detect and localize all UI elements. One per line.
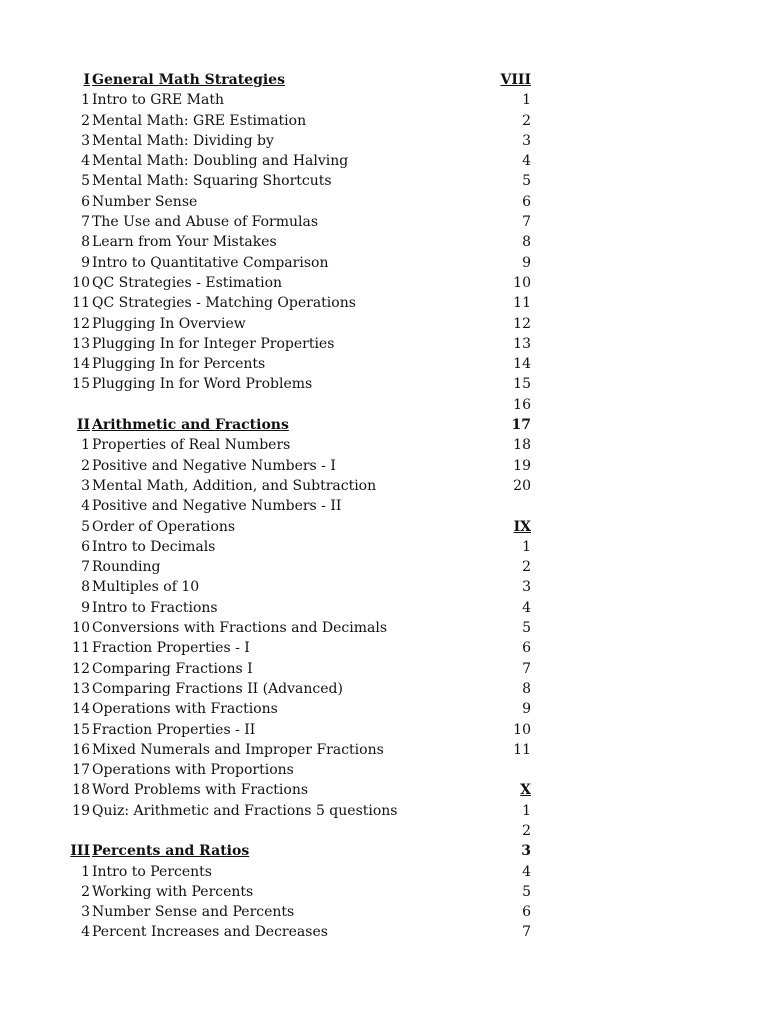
right-column-value: 1 — [522, 802, 531, 819]
item-title: Operations with Fractions — [92, 701, 278, 718]
item-title: Fraction Properties - I — [92, 640, 250, 657]
toc-row — [0, 760, 768, 780]
item-title: Mental Math: Doubling and Halving — [92, 153, 349, 170]
item-number: 5 — [81, 518, 90, 535]
toc-row — [0, 740, 768, 760]
item-title: Mental Math: Squaring Shortcuts — [92, 173, 332, 190]
right-column-value: 2 — [522, 112, 531, 129]
item-title: Fraction Properties - II — [92, 721, 256, 738]
toc-row — [0, 151, 768, 171]
item-title: Conversions with Fractions and Decimals — [92, 620, 388, 637]
item-title: Intro to Fractions — [92, 599, 218, 616]
right-column-value: 3 — [521, 843, 531, 860]
toc-row — [0, 598, 768, 618]
item-number: 14 — [72, 701, 90, 718]
item-number: 7 — [81, 559, 90, 576]
item-number: 10 — [72, 620, 90, 637]
item-title: Number Sense — [92, 193, 198, 210]
right-column-value: 3 — [522, 579, 531, 596]
item-title: Operations with Proportions — [92, 762, 294, 779]
toc-row — [0, 557, 768, 577]
right-column-value: 3 — [522, 132, 531, 149]
section-number: II — [76, 417, 90, 434]
item-number: 6 — [81, 193, 90, 210]
item-number: 1 — [81, 437, 90, 454]
item-number: 15 — [72, 376, 90, 393]
right-column-value: 8 — [522, 680, 531, 697]
right-column-value: 1 — [522, 92, 531, 109]
toc-row — [0, 212, 768, 232]
toc-row — [0, 232, 768, 252]
item-number: 8 — [81, 234, 90, 251]
toc-row — [0, 679, 768, 699]
item-number: 12 — [72, 315, 90, 332]
item-number: 18 — [72, 782, 90, 799]
right-column-value: 11 — [513, 741, 531, 758]
right-column-value: 2 — [522, 559, 531, 576]
item-title: Learn from Your Mistakes — [92, 234, 277, 251]
item-number: 19 — [72, 802, 90, 819]
item-title: The Use and Abuse of Formulas — [92, 214, 319, 231]
right-column-value: 4 — [522, 599, 531, 616]
item-title: Properties of Real Numbers — [92, 437, 291, 454]
toc-row — [0, 618, 768, 638]
right-column-value: 11 — [513, 295, 531, 312]
toc-row — [0, 293, 768, 313]
item-title: Intro to Quantitative Comparison — [92, 254, 329, 271]
right-column-value: 6 — [522, 193, 531, 210]
right-column-value: 1 — [522, 538, 531, 555]
item-number: 9 — [81, 599, 90, 616]
toc-row — [0, 273, 768, 293]
item-number: 17 — [72, 762, 90, 779]
right-column-value: 5 — [522, 620, 531, 637]
item-title: Mixed Numerals and Improper Fractions — [92, 741, 384, 758]
right-column-heading: VIII — [500, 72, 531, 88]
item-title: Plugging In Overview — [92, 315, 246, 332]
item-number: 1 — [81, 863, 90, 880]
toc-row — [0, 374, 768, 394]
item-number: 4 — [81, 153, 90, 170]
right-column-value: 13 — [513, 335, 531, 352]
right-column-value: 8 — [522, 234, 531, 251]
item-title: Comparing Fractions I — [92, 660, 253, 677]
right-column-value: 18 — [513, 437, 531, 454]
item-number: 11 — [72, 640, 90, 657]
item-title: QC Strategies - Matching Operations — [92, 295, 356, 312]
item-title: Multiples of 10 — [92, 579, 200, 596]
item-title: Percent Increases and Decreases — [92, 924, 328, 941]
item-title: Mental Math: GRE Estimation — [92, 112, 307, 129]
item-number: 2 — [81, 883, 90, 900]
toc-row — [0, 111, 768, 131]
item-title: Quiz: Arithmetic and Fractions 5 questions — [92, 802, 398, 819]
toc-row — [0, 922, 768, 942]
item-number: 3 — [81, 132, 90, 149]
right-column-value: 17 — [511, 417, 531, 434]
right-column-value: 9 — [522, 254, 531, 271]
toc-row — [0, 780, 768, 800]
item-title: Word Problems with Fractions — [92, 782, 309, 799]
item-title: Order of Operations — [92, 518, 236, 535]
section-number: I — [83, 72, 90, 88]
right-column-value: 16 — [513, 396, 531, 413]
toc-row — [0, 395, 768, 415]
section-heading-row — [0, 841, 768, 861]
toc-row — [0, 517, 768, 537]
toc-row — [0, 354, 768, 374]
item-number: 13 — [72, 335, 90, 352]
item-number: 16 — [72, 741, 90, 758]
item-title: Positive and Negative Numbers - I — [92, 457, 336, 474]
toc-row — [0, 882, 768, 902]
item-title: Comparing Fractions II (Advanced) — [92, 680, 343, 697]
item-title: Plugging In for Percents — [92, 356, 266, 373]
right-column-heading: IX — [513, 518, 531, 535]
toc-row — [0, 90, 768, 110]
item-number: 3 — [81, 477, 90, 494]
section-title: Arithmetic and Fractions — [92, 417, 289, 434]
item-title: Rounding — [92, 559, 161, 576]
item-number: 12 — [72, 660, 90, 677]
right-column-value: 9 — [522, 701, 531, 718]
toc-row — [0, 659, 768, 679]
toc-row — [0, 435, 768, 455]
toc-row — [0, 821, 768, 841]
item-number: 4 — [81, 498, 90, 515]
toc-row — [0, 456, 768, 476]
right-column-value: 20 — [513, 477, 531, 494]
right-column-value: 6 — [522, 904, 531, 921]
item-number: 14 — [72, 356, 90, 373]
item-number: 2 — [81, 457, 90, 474]
item-number: 6 — [81, 538, 90, 555]
table-of-contents — [0, 70, 768, 943]
right-column-value: 7 — [522, 214, 531, 231]
toc-row — [0, 253, 768, 273]
item-number: 3 — [81, 904, 90, 921]
item-number: 10 — [72, 274, 90, 291]
section-heading-row — [0, 70, 768, 90]
right-column-value: 14 — [513, 356, 531, 373]
item-number: 15 — [72, 721, 90, 738]
right-column-value: 19 — [513, 457, 531, 474]
right-column-value: 10 — [513, 721, 531, 738]
right-column-value: 5 — [522, 173, 531, 190]
right-column-value: 5 — [522, 883, 531, 900]
item-number: 7 — [81, 214, 90, 231]
right-column-value: 10 — [513, 274, 531, 291]
item-title: Positive and Negative Numbers - II — [92, 498, 342, 515]
item-title: Intro to Decimals — [92, 538, 216, 555]
item-number: 11 — [72, 295, 90, 312]
toc-row — [0, 577, 768, 597]
item-title: Plugging In for Integer Properties — [92, 335, 335, 352]
toc-row — [0, 334, 768, 354]
right-column-value: 7 — [522, 660, 531, 677]
item-number: 9 — [81, 254, 90, 271]
right-column-heading: X — [520, 782, 531, 799]
item-title: Number Sense and Percents — [92, 904, 295, 921]
toc-row — [0, 699, 768, 719]
item-number: 2 — [81, 112, 90, 129]
toc-row — [0, 476, 768, 496]
right-column-value: 6 — [522, 640, 531, 657]
item-title: QC Strategies - Estimation — [92, 274, 283, 291]
item-number: 4 — [81, 924, 90, 941]
item-title: Mental Math, Addition, and Subtraction — [92, 477, 377, 494]
right-column-value: 2 — [522, 822, 531, 839]
section-heading-row — [0, 415, 768, 435]
section-number: III — [70, 843, 90, 860]
toc-row — [0, 192, 768, 212]
right-column-value: 4 — [522, 863, 531, 880]
item-title: Plugging In for Word Problems — [92, 376, 313, 393]
item-title: Mental Math: Dividing by — [92, 132, 274, 149]
item-number: 5 — [81, 173, 90, 190]
section-title: Percents and Ratios — [92, 843, 250, 860]
item-number: 1 — [81, 92, 90, 109]
toc-row — [0, 801, 768, 821]
toc-row — [0, 171, 768, 191]
toc-row — [0, 131, 768, 151]
toc-row — [0, 862, 768, 882]
item-number: 8 — [81, 579, 90, 596]
toc-row — [0, 720, 768, 740]
right-column-value: 4 — [522, 153, 531, 170]
right-column-value: 15 — [513, 376, 531, 393]
right-column-value: 7 — [522, 924, 531, 941]
toc-row — [0, 314, 768, 334]
toc-row — [0, 537, 768, 557]
item-title: Intro to GRE Math — [92, 92, 224, 109]
item-number: 13 — [72, 680, 90, 697]
section-title: General Math Strategies — [92, 72, 285, 88]
toc-row — [0, 638, 768, 658]
item-title: Working with Percents — [92, 883, 254, 900]
right-column-value: 12 — [513, 315, 531, 332]
toc-row — [0, 902, 768, 922]
toc-row — [0, 496, 768, 516]
item-title: Intro to Percents — [92, 863, 212, 880]
